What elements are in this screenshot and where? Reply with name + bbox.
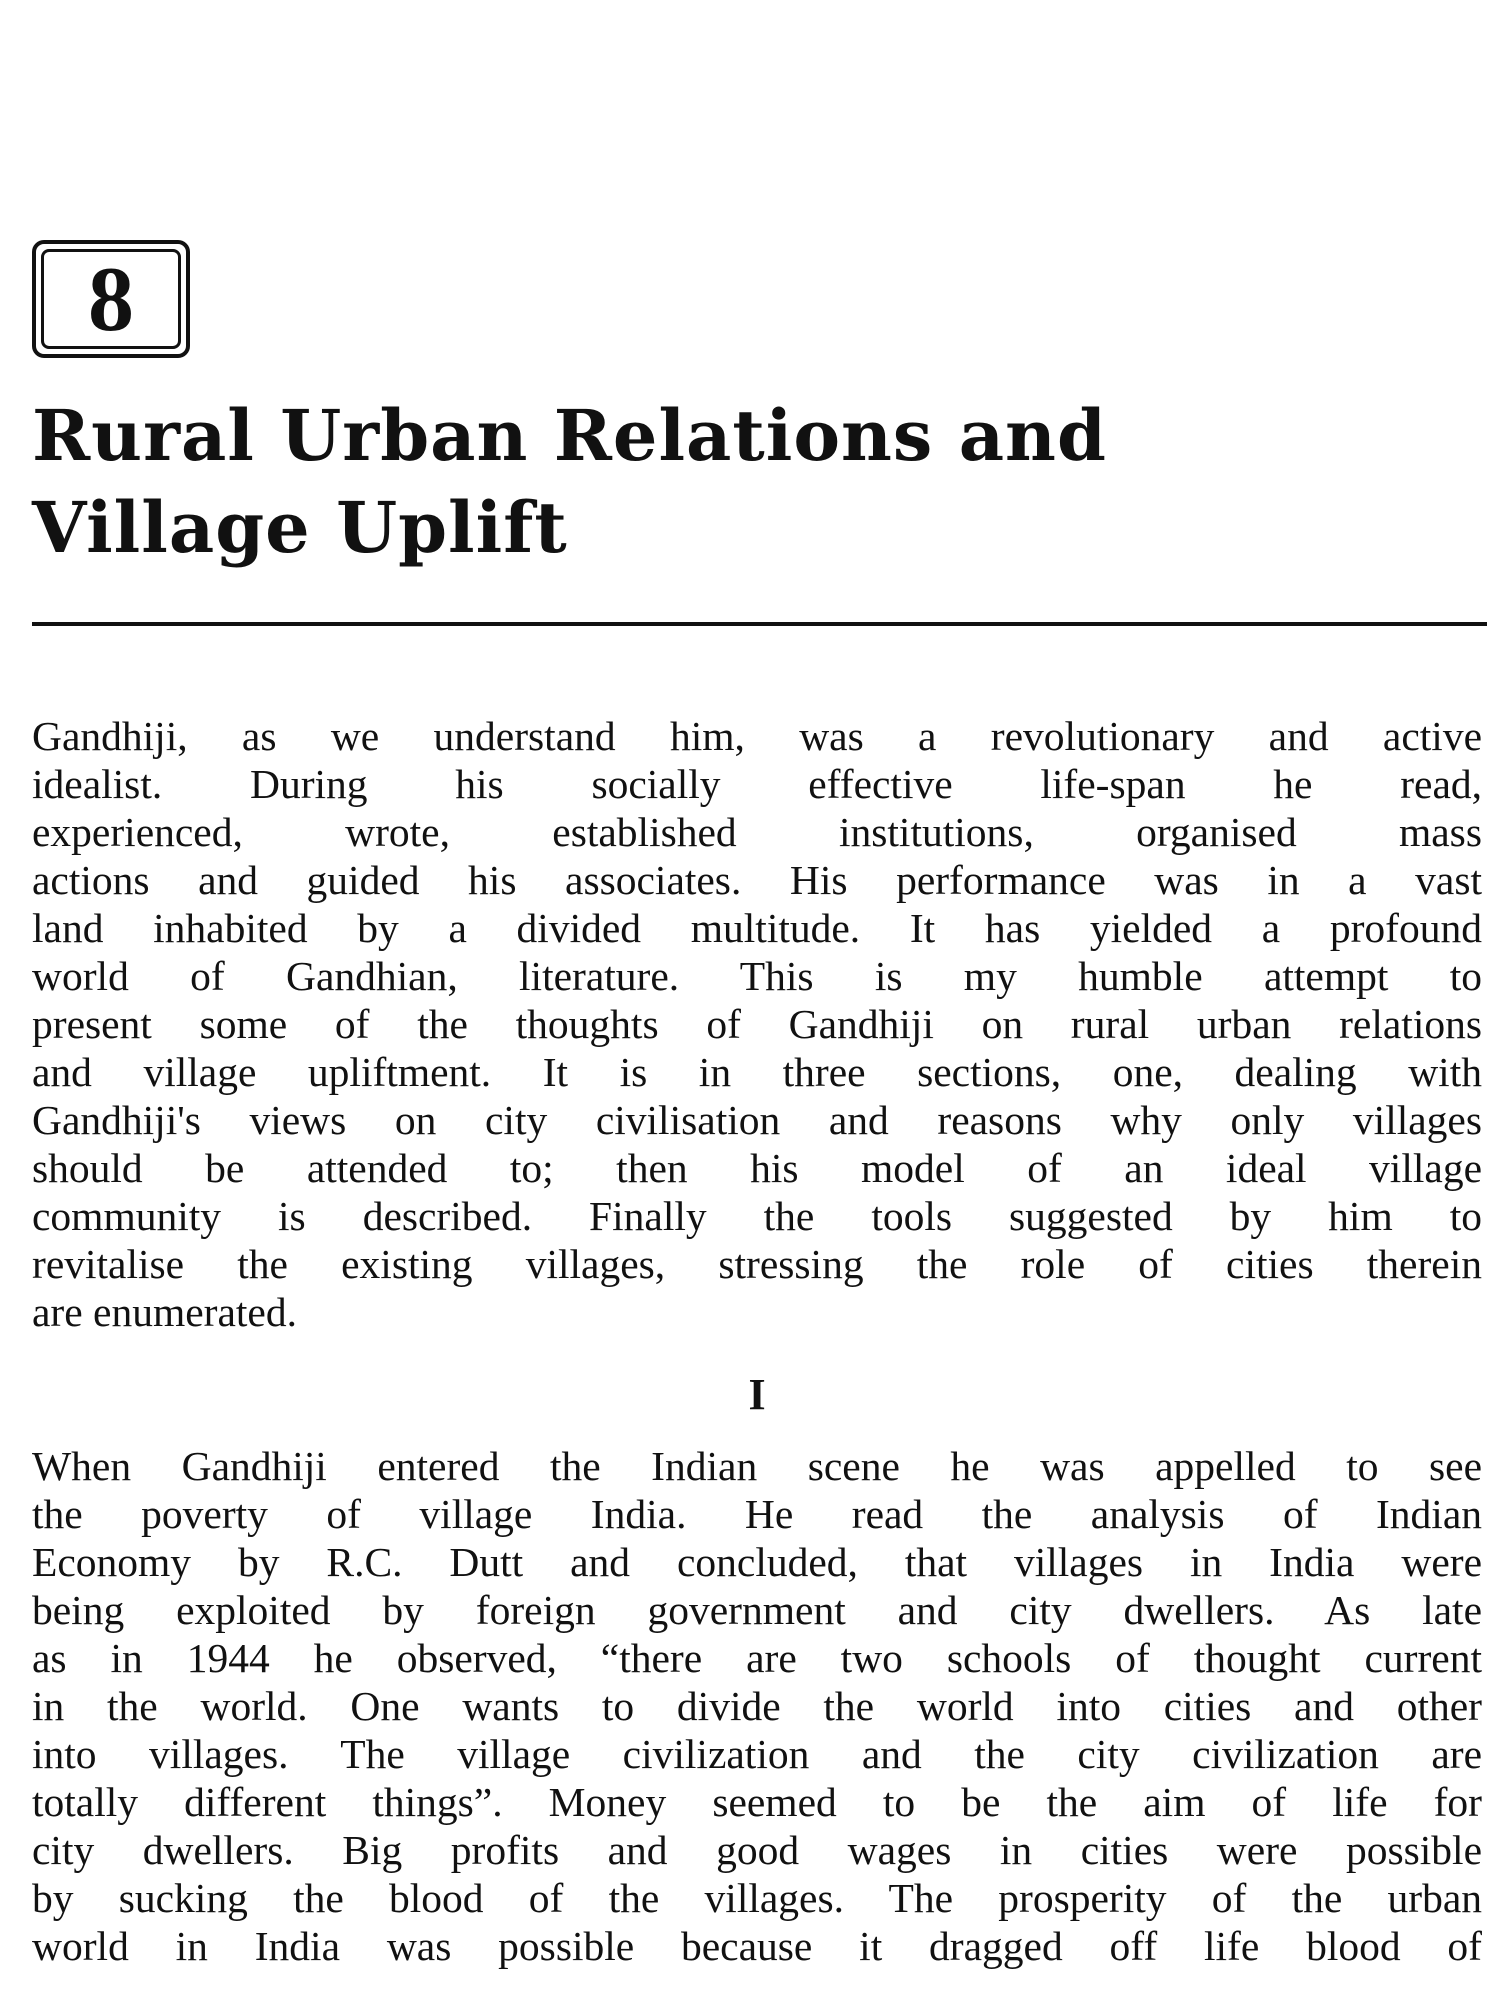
- chapter-title-line: Village Uplift: [32, 486, 568, 569]
- text-line: city dwellers. Big profits and good wages in cities were possible: [32, 1827, 1482, 1873]
- section-numeral: I: [748, 1370, 766, 1419]
- text-line: the poverty of village India. He read the analysis of Indian: [32, 1491, 1482, 1537]
- text-line: being exploited by foreign government and city dwellers. As late: [32, 1587, 1482, 1633]
- chapter-number-box: [32, 240, 190, 358]
- text-line: actions and guided his associates. His performance was in a vast: [32, 857, 1482, 903]
- intro-paragraph: [32, 712, 1482, 1336]
- text-line: idealist. During his socially effective life-span he read,: [32, 761, 1482, 807]
- text-line: When Gandhiji entered the Indian scene he was appelled to see: [32, 1443, 1482, 1489]
- text-line: and village upliftment. It is in three sections, one, dealing with: [32, 1049, 1482, 1095]
- text-line: land inhabited by a divided multitude. It has yielded a profound: [32, 905, 1482, 951]
- text-line: totally different things”. Money seemed to be the aim of life for: [32, 1779, 1482, 1825]
- text-line: should be attended to; then his model of an ideal village: [32, 1145, 1482, 1191]
- text-line: experienced, wrote, established institutions, organised mass: [32, 809, 1482, 855]
- text-line: Gandhiji, as we understand him, was a revolutionary and active: [32, 713, 1482, 759]
- chapter-title: [32, 390, 1107, 574]
- text-line: community is described. Finally the tools suggested by him to: [32, 1193, 1482, 1239]
- chapter-number: 8: [41, 249, 181, 349]
- text-line: in the world. One wants to divide the world into cities and other: [32, 1683, 1482, 1729]
- text-line: by sucking the blood of the villages. The prosperity of the urban: [32, 1875, 1482, 1921]
- text-line: into villages. The village civilization and the city civilization are: [32, 1731, 1482, 1777]
- text-line: Gandhiji's views on city civilisation and reasons why only villages: [32, 1097, 1482, 1143]
- chapter-title-line: Rural Urban Relations and: [32, 394, 1107, 477]
- text-line: revitalise the existing villages, stressing the role of cities therein: [32, 1241, 1482, 1287]
- text-line: world in India was possible because it dragged off life blood of: [32, 1923, 1482, 1969]
- title-divider: [32, 622, 1487, 626]
- text-line: present some of the thoughts of Gandhiji on rural urban relations: [32, 1001, 1482, 1047]
- text-line: are enumerated.: [32, 1289, 297, 1335]
- text-line: as in 1944 he observed, “there are two schools of thought current: [32, 1635, 1482, 1681]
- text-line: Economy by R.C. Dutt and concluded, that villages in India were: [32, 1539, 1482, 1585]
- section-paragraph: [32, 1442, 1482, 1970]
- text-line: world of Gandhian, literature. This is my humble attempt to: [32, 953, 1482, 999]
